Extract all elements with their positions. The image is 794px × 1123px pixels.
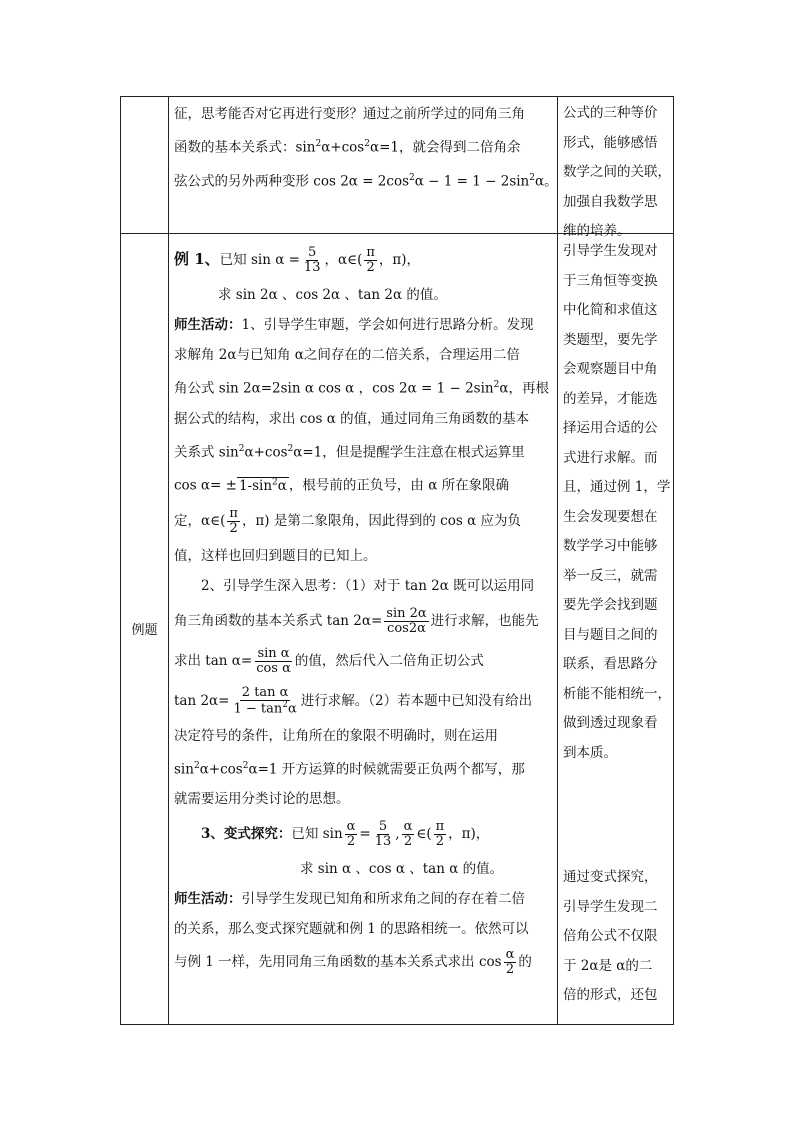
text-line: 2、引导学生深入思考：（1）对于 tan 2α 既可以运用同 <box>201 577 535 594</box>
text-line: 函数的基本关系式：$\sin^2\alpha+\cos^2\alpha=1$，就会得到二倍角余 <box>174 139 521 156</box>
text-line: 决定符号的条件，让角所在的象限不明确时，则在运用 <box>174 727 498 744</box>
text-line: 值，这样也回归到题目的已知上。 <box>174 547 377 564</box>
text-line: tan 2α= $\frac{\text{2 tan α}}{1 - \tan^2\alpha}$ 进行求解。（2）若本题中已知没有给出 <box>174 685 533 717</box>
note-line: 择运用合适的公 <box>563 420 658 436</box>
note-line: 引导学生发现二 <box>563 898 658 915</box>
text-line: $\sin^2\alpha+\cos^2\alpha=1$ 开方运算的时候就需要正负两个都写，那 <box>174 760 525 777</box>
variant-note-cell <box>563 863 671 1011</box>
note-line: 类题型，要先学 <box>563 331 658 348</box>
note-line: 数学学习中能够 <box>563 538 658 554</box>
note-line: 形式，能够感悟 <box>563 134 658 151</box>
row-label-examples: 例题 <box>131 623 158 638</box>
text-line: 求出 tan α= $\frac{\text{sin α}}{\text{cos α}}$ 的值，然后代入二倍角正切公式 <box>174 645 484 676</box>
text-line: 弦公式的另外两种变形 $\cos 2\alpha = 2\cos^2\alpha - 1 = 1 - 2\sin^2\alpha$。 <box>174 172 558 189</box>
text-line: 与例 1 一样，先用同角三角函数的基本关系式求出 cos $\frac{\alpha}{2}$ 的 <box>174 947 532 977</box>
text-line: 求解角 2α与已知角 α之间存在的二倍关系，合理运用二倍 <box>174 347 520 363</box>
text-line: 据公式的结构，求出 cos α 的值，通过同角三角函数的基本 <box>174 410 530 427</box>
column-divider <box>168 97 169 1024</box>
text-line: 的关系，那么变式探究题就和例 1 的思路相统一。依然可以 <box>174 921 529 937</box>
lesson-table <box>120 96 674 1025</box>
note-line: 数学之间的关联， <box>563 164 671 180</box>
variant-line: 3、变式探究：已知 sin $\frac{\alpha}{2}$ = $\frac{5}{13}$ , $\frac{\alpha}{2}$ ∈( $\frac{\pi}{2}$ ，π)， <box>201 819 490 849</box>
note-line: 做到透过现象看 <box>563 715 658 731</box>
note-line: 中化简和求值这 <box>563 302 658 318</box>
text-line: 角公式 sin 2α=2sin α cos α ，$\cos 2\alpha = 1 - 2\sin^2\alpha$，再根 <box>174 380 549 397</box>
note-line: 维的培养。 <box>563 223 631 239</box>
note-line: 倍的形式，还包 <box>563 987 658 1003</box>
question-line: 求 sin 2α 、cos 2α 、tan 2α 的值。 <box>218 287 447 303</box>
note-line: 生会发现要想在 <box>563 508 658 525</box>
text-line: 定，α∈( $\frac{\pi}{2}$ ，π) 是第二象限角，因此得到的 cos α 应为负 <box>174 505 521 536</box>
note-line: 目与题目之间的 <box>563 626 658 643</box>
text-line: 角三角函数的基本关系式 tan 2α= $\frac{\sin 2\alpha}{\cos 2\alpha}$ 进行求解，也能先 <box>174 605 539 636</box>
note-line: 联系，看思路分 <box>563 656 658 672</box>
note-line: 到本质。 <box>563 744 617 761</box>
note-line: 公式的三种等价 <box>563 105 658 121</box>
text-line: 关系式 $\sin^2\alpha+\cos^2\alpha=1$，但是提醒学生注意在根式运算里 <box>174 443 525 460</box>
column-divider <box>557 97 558 1024</box>
intro-text-cell <box>174 99 557 196</box>
text-line: 师生活动：引导学生发现已知角和所求角之间的存在着二倍 <box>174 891 525 907</box>
text-line: 师生活动：1、引导学生审题，学会如何进行思路分析。发现 <box>174 317 534 333</box>
text-line: $\cos \alpha= \pm 1-\sin^2\alpha$ ，根号前的正负号，由 α 所在象限确 <box>174 477 510 494</box>
intro-note-cell <box>563 99 671 247</box>
note-line: 举一反三，就需 <box>563 567 658 584</box>
note-line: 加强自我数学思 <box>563 193 658 210</box>
note-line: 于三角恒等变换 <box>563 272 658 289</box>
note-line: 引导学生发现对 <box>563 243 658 259</box>
example-text-cell <box>174 239 557 980</box>
note-line: 的差异，才能选 <box>563 390 658 407</box>
example-1-line: 例 1、已知 sin α = $\frac{5}{13}$ ，α∈( $\frac{\pi}{2}$ ，π)， <box>174 245 421 275</box>
note-line: 要先学会找到题 <box>563 597 658 613</box>
text-line: 征，思考能否对它再进行变形？通过之前所学过的同角三角 <box>174 106 525 122</box>
note-line: 倍角公式不仅限 <box>563 928 658 944</box>
text-line: 就需要运用分类讨论的思想。 <box>174 791 350 807</box>
note-line: 析能不能相统一， <box>563 685 671 702</box>
question-line: 求 sin α 、cos α 、tan α 的值。 <box>300 861 504 877</box>
note-line: 于 2α是 α的二 <box>563 957 653 974</box>
example-note-cell <box>563 237 671 768</box>
note-line: 会观察题目中角 <box>563 361 658 377</box>
note-line: 通过变式探究， <box>563 869 658 885</box>
note-line: 式进行求解。而 <box>563 449 658 466</box>
note-line: 且，通过例 1，学 <box>563 479 671 495</box>
